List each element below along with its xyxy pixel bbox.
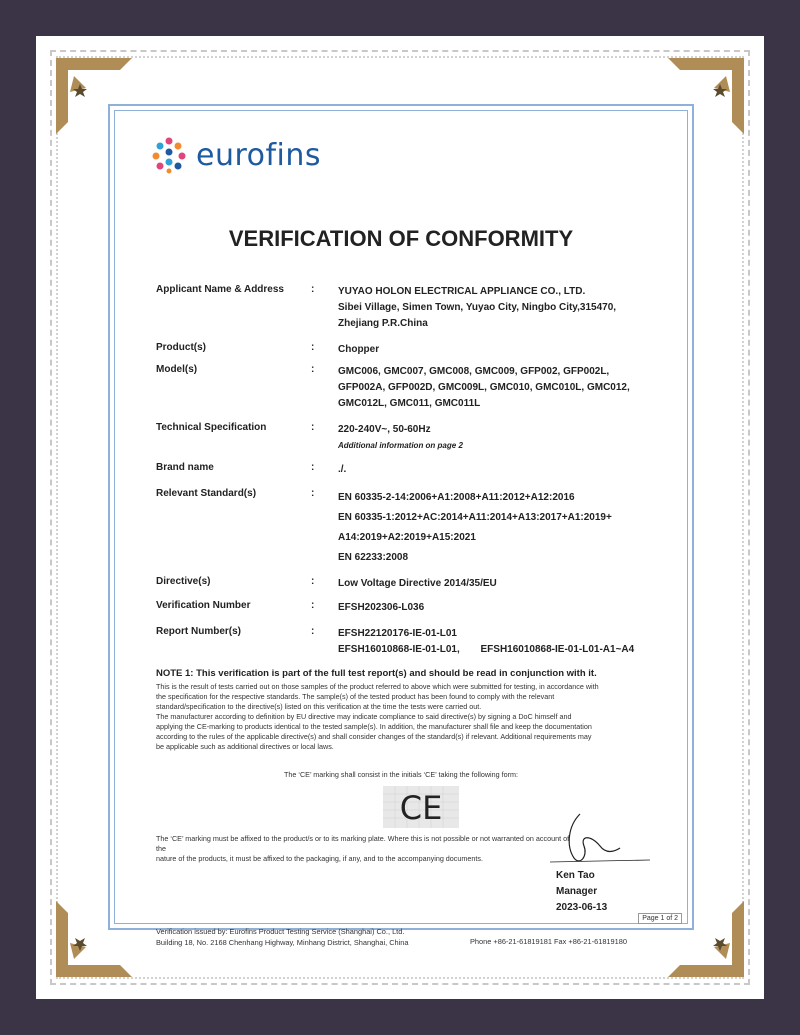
model-line: GMC012L, GMC011, GMC011L	[338, 398, 481, 409]
applicant-value	[338, 284, 668, 332]
phone-fax: Phone +86-21-61819181 Fax +86-21-61819180	[470, 937, 627, 946]
ce-intro: The ‘CE’ marking shall consist in the initials ‘CE’ taking the following form:	[284, 770, 518, 779]
tech-spec-line: 220-240V~, 50-60Hz	[338, 424, 431, 435]
brand-label: Brand name	[156, 462, 214, 473]
page-number: Page 1 of 2	[638, 913, 682, 924]
note-line: be applicable such as additional directives or local laws.	[156, 742, 334, 751]
signature-icon	[510, 806, 670, 876]
affix-line: The ‘CE’ marking must be affixed to the product/s or to its marking plate. Where this is not possible or not warranted on account of the	[156, 834, 570, 853]
applicant-line: Zhejiang P.R.China	[338, 318, 428, 329]
colon: :	[311, 626, 315, 637]
note-line: according to the rules of the applicable directive(s) and shall consider changes of the standard(s) if relevant. Additional requirements may	[156, 732, 592, 741]
colon: :	[311, 284, 315, 295]
standards-value	[338, 488, 668, 568]
verification-label: Verification Number	[156, 600, 251, 611]
standard-line: EN 62233:2008	[338, 552, 409, 563]
directive-label: Directive(s)	[156, 576, 211, 587]
eurofins-dots-icon	[150, 136, 188, 174]
colon: :	[311, 600, 315, 611]
colon: :	[311, 364, 315, 375]
signatory-date: 2023-06-13	[556, 902, 608, 913]
note-line: The manufacturer according to definition by EU directive may indicate compliance to said directive(s) by signing a DoC himself and	[156, 712, 572, 721]
report-number: EFSH16010868-IE-01-L01-A1~A4	[480, 644, 635, 655]
standard-line: A14:2019+A2:2019+A15:2021	[338, 532, 476, 543]
note-line: the specification for the respective standards. The sample(s) of the tested product has been found to comply with the relevant	[156, 692, 555, 701]
model-value	[338, 364, 668, 412]
tech-spec-value	[338, 422, 668, 454]
applicant-label: Applicant Name & Address	[156, 284, 284, 295]
standard-line: EN 60335-2-14:2006+A1:2008+A11:2012+A12:2016	[338, 492, 575, 503]
applicant-line: YUYAO HOLON ELECTRICAL APPLIANCE CO., LTD.	[338, 286, 586, 297]
certificate-frame	[36, 36, 764, 999]
affix-line: nature of the products, it must be affixed to the packaging, if any, and to the accompanying documents.	[156, 854, 483, 863]
ce-mark-icon	[383, 786, 459, 828]
signatory-name: Ken Tao	[556, 870, 595, 881]
standards-label: Relevant Standard(s)	[156, 488, 257, 499]
eurofins-logo	[150, 136, 321, 174]
signatory-block	[556, 868, 607, 916]
signatory-role: Manager	[556, 886, 598, 897]
certificate-document	[108, 104, 694, 947]
note-line: applying the CE-marking to products identical to the tested sample(s). In addition, the manufacturer shall file and keep the documentation	[156, 722, 592, 731]
model-line: GMC006, GMC007, GMC008, GMC009, GFP002, GFP002L,	[338, 366, 610, 377]
report-number: EFSH16010868-IE-01-L01,	[338, 644, 460, 655]
colon: :	[311, 576, 315, 587]
issued-line: Verification issued by: Eurofins Product Testing Service (Shanghai) Co., Ltd.	[156, 927, 405, 936]
tech-spec-label: Technical Specification	[156, 422, 267, 433]
issued-line: Building 18, No. 2168 Chenhang Highway, Minhang District, Shanghai, China	[156, 938, 409, 947]
logo-text: eurofins	[196, 137, 322, 173]
colon: :	[311, 422, 315, 433]
colon: :	[311, 488, 315, 499]
standard-line: EN 60335-1:2012+AC:2014+A11:2014+A13:2017+A1:2019+	[338, 512, 612, 523]
note-line: This is the result of tests carried out on those samples of the product referred to above which were submitted for testing, in accordance with	[156, 682, 599, 691]
ce-mark-text: CE	[399, 789, 443, 827]
product-value: Chopper	[338, 344, 380, 355]
product-label: Product(s)	[156, 342, 206, 353]
note-title: NOTE 1: This verification is part of the full test report(s) and should be read in conjunction with it.	[156, 668, 597, 679]
model-label: Model(s)	[156, 364, 198, 375]
applicant-line: Sibei Village, Simen Town, Yuyao City, Ningbo City,315470,	[338, 302, 617, 313]
verification-value: EFSH202306-L036	[338, 602, 425, 613]
colon: :	[311, 342, 315, 353]
note-line: standard/specification to the directive(s) listed on this verification at the time the tests were carried out.	[156, 702, 482, 711]
issued-by	[156, 926, 409, 948]
report-label: Report Number(s)	[156, 626, 242, 637]
report-value	[338, 626, 668, 658]
note-body	[156, 682, 666, 752]
colon: :	[311, 462, 315, 473]
tech-spec-note: Additional information on page 2	[338, 441, 463, 450]
document-title: VERIFICATION OF CONFORMITY	[228, 226, 574, 251]
report-line	[338, 642, 668, 658]
directive-value: Low Voltage Directive 2014/35/EU	[338, 578, 497, 589]
brand-value: ./.	[338, 464, 347, 475]
report-line: EFSH22120176-IE-01-L01	[338, 628, 457, 639]
model-line: GFP002A, GFP002D, GMC009L, GMC010, GMC010L, GMC012,	[338, 382, 630, 393]
